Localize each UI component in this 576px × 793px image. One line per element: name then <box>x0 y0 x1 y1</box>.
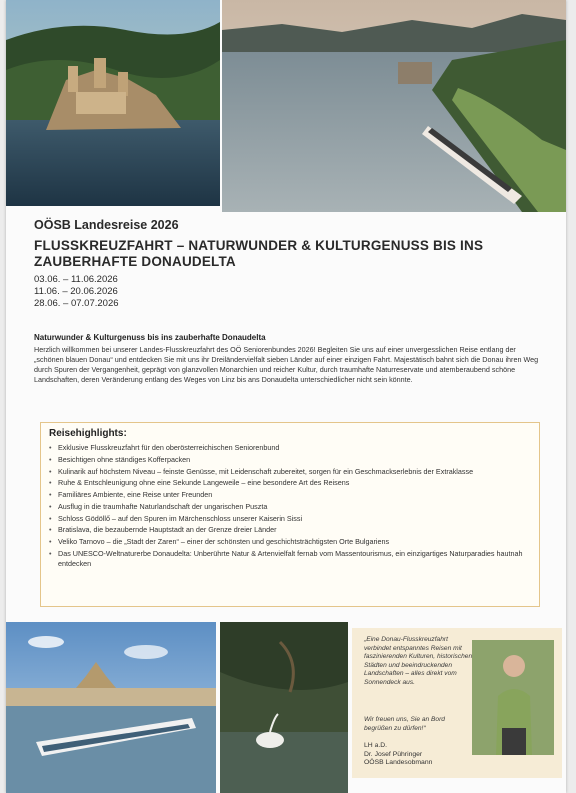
highlight-item: • Exklusive Flusskreuzfahrt für den oberösterreichischen Seniorenbund <box>49 443 531 453</box>
date-item: 28.06. – 07.07.2026 <box>34 298 119 309</box>
castle-photo <box>6 0 220 206</box>
signoff: LH a.D. <box>364 742 388 749</box>
highlights-list <box>49 443 531 568</box>
intro-section <box>34 333 544 385</box>
intro-heading: Naturwunder & Kulturgenuss bis ins zauberhafte Donaudelta <box>34 333 266 342</box>
highlight-item: • Bratislava, die bezaubernde Hauptstadt an der Grenze dreier Länder <box>49 525 531 535</box>
portrait-photo <box>472 640 554 755</box>
highlights-box <box>40 422 540 607</box>
intro-text: Herzlich willkommen bei unserer Landes-Flusskreuzfahrt des OÖ Seniorenbundes 2026! Begleiten Sie uns auf einer unvergesslichen Reise entlang der „schönen blauen Donau“ und entdecken Sie mit uns ihr Dreiländervielfalt sieben Länder auf einer einzigen Fahrt. Majestätisch bahnt sich die Donau ihren Weg durch Spuren der Vergangenheit, geprägt von glanzvollen Monarchien und reicher Kultur, durch traumhafte Naturreservate und atemberaubend schöne Landschaften, deren Veränderung entlang des Weges von Linz bis ans Donaudelta unterschiedlicher nicht sein könnte. <box>34 345 539 384</box>
header <box>34 218 544 310</box>
highlight-item: • Ruhe & Entschleunigung ohne eine Sekunde Langeweile – eine besondere Art des Reisens <box>49 478 531 488</box>
date-item: 11.06. – 20.06.2026 <box>34 286 118 297</box>
date-list <box>34 274 544 310</box>
heron-photo <box>220 622 348 793</box>
highlight-item: • Schloss Gödöllő – auf den Spuren im Märchenschloss unserer Kaiserin Sissi <box>49 514 531 524</box>
highlight-item: • Besichtigen ohne ständiges Kofferpacken <box>49 455 531 465</box>
highlight-item: • Kulinarik auf höchstem Niveau – feinste Genüsse, mit Leidenschaft zubereitet, sorgen für ein Geschmackserlebnis der Extraklasse <box>49 467 531 477</box>
budapest-ship-photo <box>6 622 216 793</box>
signer-role: OÖSB Landesobmann <box>364 759 433 767</box>
highlight-item: • Ausflug in die traumhafte Naturlandschaft der ungarischen Puszta <box>49 502 531 512</box>
trip-title: FLUSSKREUZFAHRT – NATURWUNDER & KULTURGENUSS BIS INS ZAUBERHAFTE DONAUDELTA <box>34 238 484 269</box>
highlight-item: • Veliko Tarnovo – die „Stadt der Zaren“ – einer der schönsten und geschichtsträchtigsten Orte Bulgariens <box>49 537 531 547</box>
highlight-item: • Familiäres Ambiente, eine Reise unter Freunden <box>49 490 531 500</box>
highlight-item: • Das UNESCO-Weltnaturerbe Donaudelta: Unberührte Natur & Artenvielfalt fernab vom Massentourismus, ein einzigartiges Naturparadies hautnah entdecken <box>49 549 531 568</box>
date-item: 03.06. – 11.06.2026 <box>34 274 118 285</box>
quote-closing: Wir freuen uns, Sie an Bord begrüßen zu dürfen!“ <box>364 716 445 732</box>
quote-card <box>352 628 562 778</box>
trip-kicker: OÖSB Landesreise 2026 <box>34 218 179 232</box>
highlights-heading: Reisehighlights: <box>49 428 127 439</box>
signature-block <box>364 742 484 768</box>
signer-name: Dr. Josef Pühringer <box>364 750 423 758</box>
brochure-page <box>6 0 566 793</box>
river-ship-photo <box>222 0 566 212</box>
quote-text: „Eine Donau-Flusskreuzfahrt verbindet entspanntes Reisen mit faszinierenden Kulturen, historischen Städten und beeindruckenden Landschaften – alles direkt vom Sonnendeck aus. <box>364 636 473 686</box>
